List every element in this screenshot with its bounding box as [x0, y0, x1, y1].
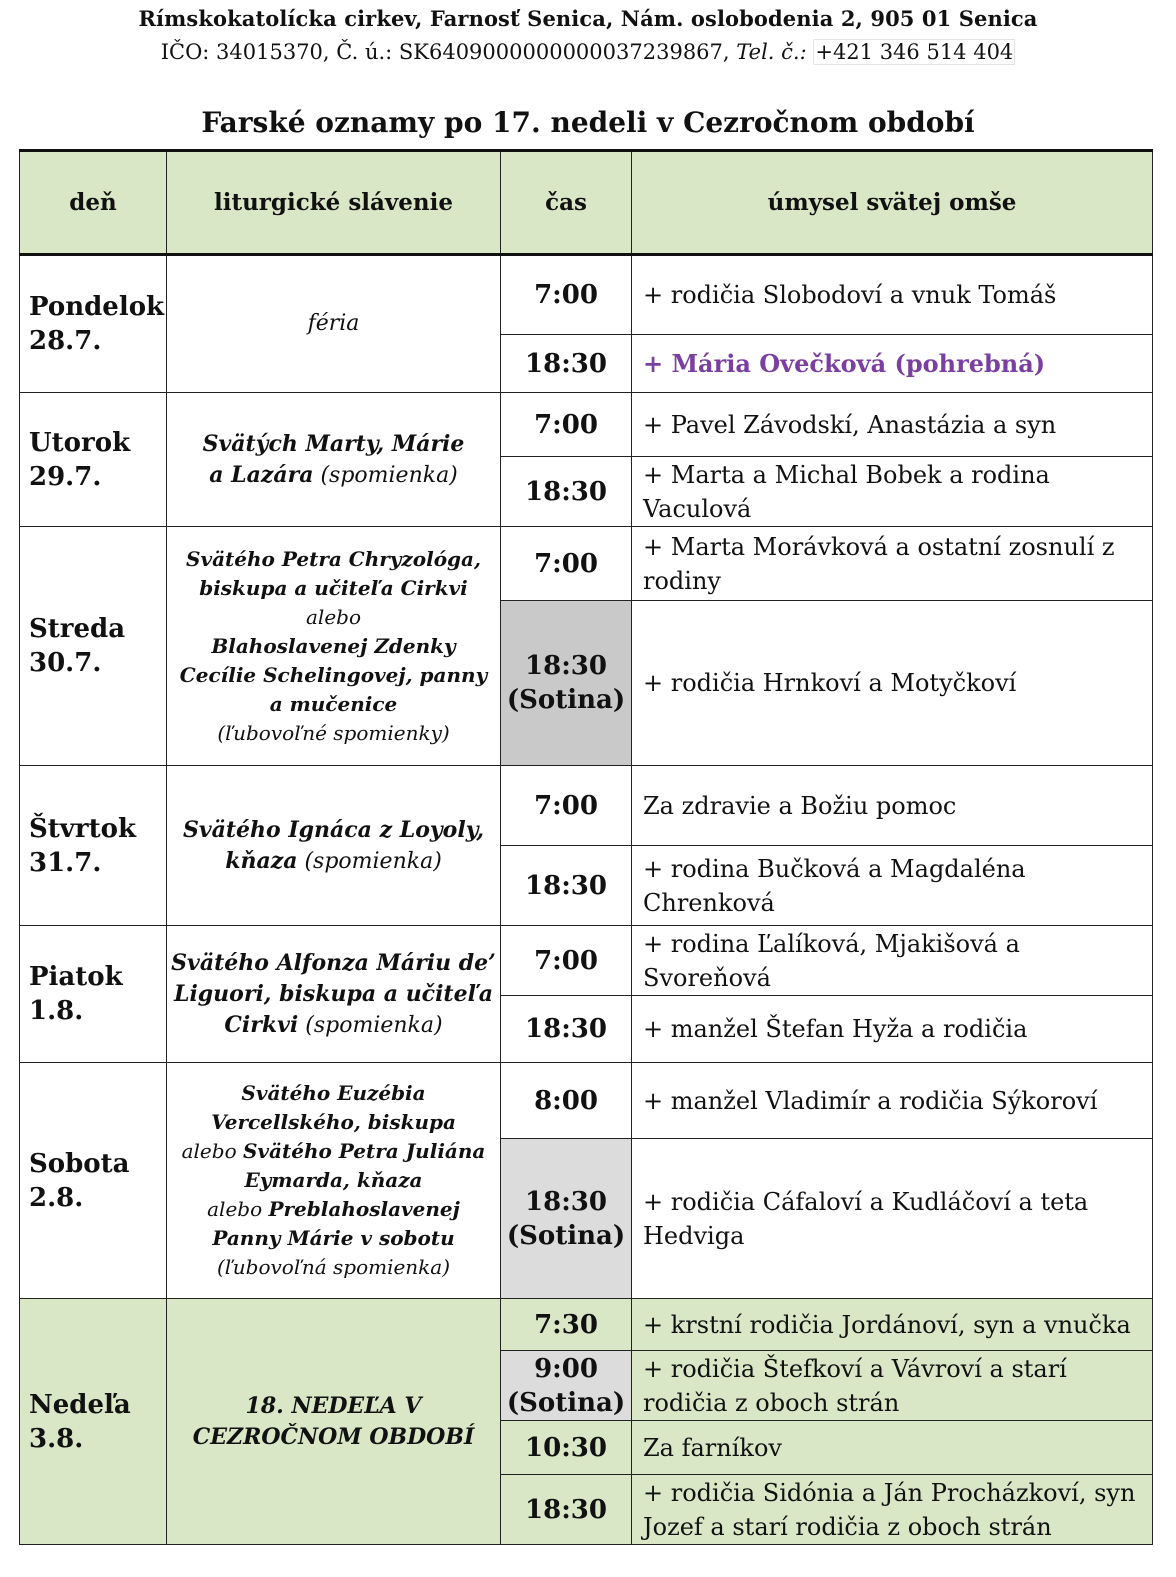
column-header-liturgy: liturgické slávenie	[167, 151, 501, 255]
registration-info: IČO: 34015370, Č. ú.: SK6409000000000037239867,	[160, 40, 737, 64]
day-cell	[20, 1299, 167, 1545]
mass-intention: + Mária Ovečková (pohrebná)	[632, 335, 1153, 393]
mass-time-cell	[501, 1475, 632, 1545]
day-name: Piatok	[29, 962, 123, 992]
mass-time-cell	[501, 1351, 632, 1421]
liturgy-title: Svätého Euzébia Vercellského, biskupa	[211, 1081, 456, 1134]
liturgy-title: Svätých Marty, Márie	[202, 430, 465, 457]
liturgy-note: (ľubovoľná spomienka)	[216, 1255, 451, 1279]
day-date: 2.8.	[29, 1182, 84, 1213]
mass-time-cell	[501, 601, 632, 766]
mass-location: (Sotina)	[506, 685, 626, 715]
day-name: Sobota	[29, 1148, 130, 1179]
liturgy-title: Preblahoslavenej Panny Márie v sobotu	[212, 1197, 460, 1250]
table-row	[20, 255, 1153, 335]
mass-time: 18:30	[525, 348, 607, 379]
mass-time: 7:00	[534, 409, 598, 440]
mass-time: 8:00	[534, 1085, 598, 1116]
column-header-intention: úmysel svätej omše	[632, 151, 1153, 255]
mass-intention: + Pavel Závodskí, Anastázia a syn	[632, 393, 1153, 457]
liturgy-title: Svätého Alfonza Máriu de’ Liguori, biskupa a učiteľa Cirkvi	[171, 949, 496, 1038]
mass-time: 18:30	[525, 476, 607, 507]
mass-time-cell	[501, 766, 632, 846]
day-date: 1.8.	[29, 996, 84, 1026]
liturgy-cell	[167, 527, 501, 766]
phone-number[interactable]: +421 346 514 404	[815, 40, 1014, 64]
day-name: Utorok	[29, 427, 131, 458]
mass-time-cell	[501, 335, 632, 393]
mass-location: (Sotina)	[506, 1220, 626, 1251]
page-title: Farské oznamy po 17. nedeli v Cezročnom období	[201, 106, 975, 139]
mass-time: 18:30	[525, 651, 607, 681]
mass-intention: + rodičia Hrnkoví a Motyčkoví	[632, 601, 1153, 766]
mass-time: 18:30	[525, 870, 607, 901]
mass-time-cell	[501, 1139, 632, 1299]
liturgy-note: féria	[307, 311, 360, 336]
mass-intention: + rodičia Slobodoví a vnuk Tomáš	[632, 255, 1153, 335]
liturgy-title: Svätého Petra Chryzológa, biskupa a učiteľa Cirkvi	[186, 546, 481, 600]
liturgy-note: alebo	[181, 1139, 243, 1163]
liturgy-title: Svätého Petra Juliána Eymarda, kňaza	[242, 1139, 486, 1192]
day-cell	[20, 393, 167, 527]
mass-time: 18:30	[525, 1186, 607, 1217]
mass-time: 7:00	[534, 945, 598, 976]
day-date: 30.7.	[29, 648, 102, 678]
mass-location: (Sotina)	[506, 1387, 626, 1418]
mass-time-cell	[501, 1299, 632, 1351]
mass-intention: + rodina Ľalíková, Mjakišová a Svoreňová	[632, 926, 1153, 996]
mass-intention: + rodina Bučková a Magdaléna Chrenková	[632, 846, 1153, 926]
day-date: 29.7.	[29, 461, 102, 492]
day-date: 31.7.	[29, 847, 102, 878]
mass-time-cell	[501, 1421, 632, 1475]
mass-intention: + rodičia Sidónia a Ján Procházkoví, syn Jozef a starí rodičia z oboch strán	[632, 1475, 1153, 1545]
table-row	[20, 1063, 1153, 1139]
liturgy-cell	[167, 393, 501, 527]
mass-time: 7:00	[534, 790, 598, 821]
liturgy-title: Blahoslavenej Zdenky Cecílie Schelingovej, panny a mučenice	[179, 633, 488, 716]
schedule-table	[19, 149, 1153, 1545]
mass-time-cell	[501, 527, 632, 601]
day-name: Pondelok	[29, 292, 165, 322]
liturgy-cell	[167, 255, 501, 393]
mass-time: 9:00	[534, 1353, 598, 1384]
liturgy-note: (spomienka)	[298, 1012, 443, 1038]
mass-intention: Za farníkov	[632, 1421, 1153, 1475]
mass-intention: + krstní rodičia Jordánoví, syn a vnučka	[632, 1299, 1153, 1351]
day-cell	[20, 1063, 167, 1299]
mass-intention: + rodičia Štefkoví a Vávroví a starí rodičia z oboch strán	[632, 1351, 1153, 1421]
table-row	[20, 393, 1153, 457]
day-cell	[20, 527, 167, 766]
table-row	[20, 527, 1153, 601]
mass-time-cell	[501, 996, 632, 1063]
mass-time: 18:30	[525, 1494, 607, 1525]
day-date: 28.7.	[29, 326, 102, 356]
mass-intention: + Marta Morávková a ostatní zosnulí z rodiny	[632, 527, 1153, 601]
day-date: 3.8.	[29, 1423, 84, 1454]
mass-time: 10:30	[525, 1432, 607, 1463]
mass-time-cell	[501, 457, 632, 527]
mass-intention: + manžel Štefan Hyža a rodičia	[632, 996, 1153, 1063]
liturgy-cell	[167, 766, 501, 926]
mass-intention: + rodičia Cáfaloví a Kudláčoví a teta Hedviga	[632, 1139, 1153, 1299]
table-row	[20, 766, 1153, 846]
mass-intention: + Marta a Michal Bobek a rodina Vaculová	[632, 457, 1153, 527]
day-name: Štvrtok	[29, 813, 136, 844]
mass-time: 7:00	[534, 548, 598, 579]
mass-time-cell	[501, 1063, 632, 1139]
mass-time-cell	[501, 846, 632, 926]
day-cell	[20, 255, 167, 393]
column-header-time: čas	[501, 151, 632, 255]
liturgy-note: alebo	[306, 604, 361, 629]
schedule-body	[20, 255, 1153, 1545]
liturgy-title: a Lazára	[209, 461, 314, 488]
mass-time-cell	[501, 255, 632, 335]
mass-time-cell	[501, 393, 632, 457]
column-header-day: deň	[20, 151, 167, 255]
phone-label: Tel. č.:	[736, 40, 807, 64]
day-cell	[20, 926, 167, 1063]
liturgy-cell	[167, 926, 501, 1063]
liturgy-title: 18. NEDEĽA V CEZROČNOM OBDOBÍ	[192, 1392, 475, 1450]
mass-intention: + manžel Vladimír a rodičia Sýkoroví	[632, 1063, 1153, 1139]
day-name: Nedeľa	[29, 1389, 131, 1420]
mass-time: 7:00	[534, 280, 598, 310]
day-name: Streda	[29, 614, 126, 644]
liturgy-note: (spomienka)	[313, 462, 458, 488]
parish-header-line1: Rímskokatolícka cirkev, Farnosť Senica, Nám. oslobodenia 2, 905 01 Senica	[138, 6, 1038, 31]
liturgy-note: (spomienka)	[297, 848, 442, 874]
table-header-row	[20, 151, 1153, 255]
liturgy-cell	[167, 1299, 501, 1545]
mass-time: 7:30	[534, 1309, 598, 1340]
parish-header-line2	[0, 40, 1176, 64]
table-row	[20, 926, 1153, 996]
liturgy-note: (ľubovoľné spomienky)	[217, 720, 450, 745]
table-row	[20, 1299, 1153, 1351]
mass-time-cell	[501, 926, 632, 996]
mass-time: 18:30	[525, 1014, 607, 1044]
mass-intention: Za zdravie a Božiu pomoc	[632, 766, 1153, 846]
day-cell	[20, 766, 167, 926]
liturgy-note: alebo	[207, 1197, 269, 1221]
liturgy-title: Svätého Ignáca z Loyoly, kňaza	[182, 816, 485, 874]
liturgy-cell	[167, 1063, 501, 1299]
